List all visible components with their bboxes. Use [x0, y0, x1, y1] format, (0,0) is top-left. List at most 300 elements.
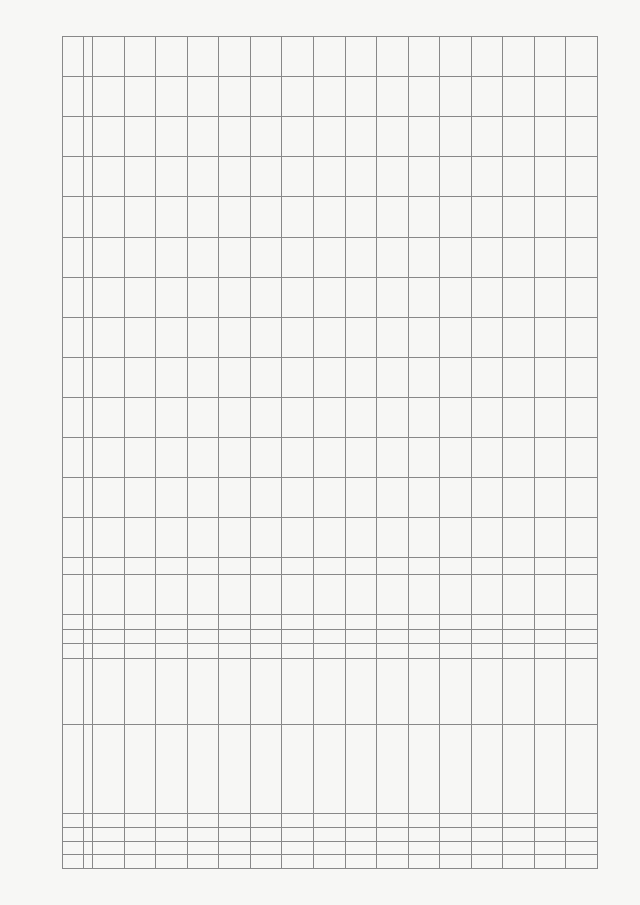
- table-cell: [187, 629, 219, 644]
- table-cell: [93, 659, 125, 724]
- amount-cell: [250, 477, 282, 517]
- amount-cell: [566, 77, 598, 117]
- amount-cell: [345, 117, 377, 157]
- amount-cell: [534, 277, 566, 317]
- amount-cell: [219, 37, 251, 77]
- table-cell: [503, 659, 535, 724]
- column-index: [84, 477, 93, 517]
- amount-cell: [534, 117, 566, 157]
- table-cell: [377, 574, 409, 614]
- amount-cell: [345, 357, 377, 397]
- table-cell: [93, 574, 125, 614]
- table-cell: [440, 644, 472, 659]
- amount-cell: [250, 237, 282, 277]
- amount-cell: [566, 157, 598, 197]
- amount-cell: [282, 197, 314, 237]
- amount-cell: [282, 117, 314, 157]
- column-header: [63, 644, 84, 659]
- table-cell: [219, 659, 251, 724]
- amount-cell: [377, 237, 409, 277]
- amount-cell: [377, 397, 409, 437]
- table-cell: [377, 841, 409, 855]
- amount-cell: [313, 117, 345, 157]
- column-index: [84, 814, 93, 828]
- amount-cell: [408, 157, 440, 197]
- amount-cell: [440, 77, 472, 117]
- table-cell: [124, 841, 156, 855]
- amount-cell: [534, 517, 566, 557]
- amount-cell: [566, 437, 598, 477]
- table-cell: [566, 629, 598, 644]
- table-cell: [408, 841, 440, 855]
- table-cell: [282, 614, 314, 629]
- table-cell: [471, 724, 503, 814]
- table-cell: [250, 814, 282, 828]
- amount-cell: [282, 477, 314, 517]
- amount-cell: [440, 397, 472, 437]
- table-cell: [282, 827, 314, 841]
- table-cell: [377, 629, 409, 644]
- table-cell: [282, 558, 314, 575]
- amount-cell: [156, 317, 188, 357]
- amount-cell: [471, 37, 503, 77]
- amount-cell: [534, 237, 566, 277]
- table-cell: [345, 855, 377, 869]
- amount-cell: [345, 197, 377, 237]
- table-cell: [440, 558, 472, 575]
- amount-cell: [471, 237, 503, 277]
- table-cell: [503, 558, 535, 575]
- table-cell: [187, 659, 219, 724]
- amount-cell: [534, 157, 566, 197]
- table-cell: [187, 574, 219, 614]
- table-row: [124, 37, 156, 869]
- table-cell: [377, 659, 409, 724]
- table-cell: [219, 855, 251, 869]
- column-index: [84, 117, 93, 157]
- table-cell: [156, 659, 188, 724]
- amount-cell: [93, 77, 125, 117]
- table-cell: [219, 629, 251, 644]
- table-cell: [345, 644, 377, 659]
- column-index: [84, 437, 93, 477]
- amount-cell: [219, 437, 251, 477]
- amount-cell: [408, 437, 440, 477]
- table-cell: [282, 574, 314, 614]
- table-cell: [440, 855, 472, 869]
- amount-cell: [313, 197, 345, 237]
- table-cell: [250, 574, 282, 614]
- amount-cell: [124, 477, 156, 517]
- amount-cell: [345, 277, 377, 317]
- table-cell: [566, 827, 598, 841]
- amount-cell: [313, 517, 345, 557]
- amount-cell: [187, 437, 219, 477]
- table-cell: [124, 814, 156, 828]
- table-cell: [345, 659, 377, 724]
- amount-cell: [534, 357, 566, 397]
- table-cell: [187, 827, 219, 841]
- table-cell: [471, 827, 503, 841]
- column-header: [63, 157, 84, 197]
- column-index: [84, 237, 93, 277]
- column-header: [63, 659, 84, 724]
- table-cell: [534, 814, 566, 828]
- amount-cell: [156, 37, 188, 77]
- table-row: [471, 37, 503, 869]
- amount-cell: [124, 517, 156, 557]
- amount-cell: [156, 77, 188, 117]
- amount-cell: [440, 157, 472, 197]
- amount-cell: [156, 277, 188, 317]
- amount-cell: [219, 357, 251, 397]
- amount-cell: [345, 77, 377, 117]
- table-cell: [566, 814, 598, 828]
- table-cell: [534, 558, 566, 575]
- table-cell: [440, 814, 472, 828]
- amount-cell: [534, 77, 566, 117]
- table-cell: [219, 827, 251, 841]
- amount-cell: [566, 117, 598, 157]
- column-header: [63, 197, 84, 237]
- table-cell: [93, 724, 125, 814]
- column-index: [84, 644, 93, 659]
- amount-cell: [250, 357, 282, 397]
- amount-cell: [219, 477, 251, 517]
- amount-cell: [187, 397, 219, 437]
- amount-cell: [440, 197, 472, 237]
- rotated-table-page: [38, 30, 603, 875]
- table-cell: [408, 574, 440, 614]
- table-cell: [156, 814, 188, 828]
- table-cell: [345, 841, 377, 855]
- amount-cell: [93, 437, 125, 477]
- amount-cell: [345, 437, 377, 477]
- column-index: [84, 77, 93, 117]
- amount-cell: [313, 157, 345, 197]
- amount-cell: [187, 317, 219, 357]
- amount-cell: [534, 437, 566, 477]
- table-cell: [313, 827, 345, 841]
- amount-cell: [377, 437, 409, 477]
- amount-cell: [566, 197, 598, 237]
- amount-cell: [313, 397, 345, 437]
- amount-cell: [93, 37, 125, 77]
- column-index: [84, 614, 93, 629]
- table-cell: [124, 659, 156, 724]
- amount-cell: [187, 117, 219, 157]
- amount-cell: [377, 197, 409, 237]
- table-cell: [250, 629, 282, 644]
- amount-cell: [219, 277, 251, 317]
- table-cell: [377, 558, 409, 575]
- table-cell: [124, 614, 156, 629]
- column-header: [63, 827, 84, 841]
- table-body: [93, 37, 598, 869]
- column-index: [84, 397, 93, 437]
- amount-cell: [124, 117, 156, 157]
- amount-cell: [440, 437, 472, 477]
- table-cell: [313, 841, 345, 855]
- table-cell: [250, 558, 282, 575]
- amount-cell: [377, 117, 409, 157]
- table-cell: [377, 644, 409, 659]
- table-row: [377, 37, 409, 869]
- amount-cell: [377, 317, 409, 357]
- amount-cell: [503, 277, 535, 317]
- table-cell: [534, 659, 566, 724]
- amount-cell: [93, 397, 125, 437]
- table-cell: [471, 614, 503, 629]
- table-cell: [440, 724, 472, 814]
- table-cell: [534, 724, 566, 814]
- table-cell: [156, 629, 188, 644]
- table-cell: [282, 841, 314, 855]
- table-cell: [219, 644, 251, 659]
- table-cell: [471, 855, 503, 869]
- table-row: [566, 37, 598, 869]
- table-cell: [156, 558, 188, 575]
- amount-cell: [566, 237, 598, 277]
- column-index: [84, 277, 93, 317]
- amount-cell: [156, 477, 188, 517]
- table-cell: [219, 814, 251, 828]
- table-cell: [250, 724, 282, 814]
- amount-cell: [156, 397, 188, 437]
- table-cell: [93, 827, 125, 841]
- table-cell: [534, 644, 566, 659]
- amount-cell: [408, 477, 440, 517]
- table-cell: [566, 841, 598, 855]
- table-cell: [156, 574, 188, 614]
- table-cell: [250, 614, 282, 629]
- table-cell: [313, 558, 345, 575]
- table-cell: [471, 574, 503, 614]
- amount-cell: [124, 37, 156, 77]
- amount-cell: [124, 437, 156, 477]
- column-header: [63, 437, 84, 477]
- table-cell: [471, 841, 503, 855]
- table-cell: [313, 724, 345, 814]
- amount-cell: [250, 157, 282, 197]
- column-header: [63, 397, 84, 437]
- column-header: [63, 629, 84, 644]
- table-cell: [408, 827, 440, 841]
- table-cell: [282, 855, 314, 869]
- amount-cell: [282, 37, 314, 77]
- amount-cell: [124, 317, 156, 357]
- table-cell: [156, 827, 188, 841]
- amount-cell: [534, 37, 566, 77]
- column-header: [63, 724, 84, 814]
- column-header: [63, 814, 84, 828]
- table-cell: [503, 574, 535, 614]
- table-cell: [156, 644, 188, 659]
- amount-cell: [471, 157, 503, 197]
- table-cell: [408, 724, 440, 814]
- table-cell: [250, 659, 282, 724]
- column-index: [84, 629, 93, 644]
- table-cell: [345, 629, 377, 644]
- amount-cell: [250, 397, 282, 437]
- table-cell: [219, 558, 251, 575]
- table-cell: [313, 629, 345, 644]
- amount-cell: [156, 437, 188, 477]
- table-cell: [187, 841, 219, 855]
- amount-cell: [282, 277, 314, 317]
- table-cell: [566, 614, 598, 629]
- table-cell: [187, 855, 219, 869]
- table-cell: [282, 724, 314, 814]
- column-index: [84, 659, 93, 724]
- amount-cell: [187, 37, 219, 77]
- amount-cell: [440, 277, 472, 317]
- table-cell: [408, 629, 440, 644]
- table-cell: [93, 629, 125, 644]
- amount-cell: [566, 277, 598, 317]
- amount-cell: [313, 437, 345, 477]
- column-index: [84, 517, 93, 557]
- table-cell: [93, 814, 125, 828]
- table-cell: [187, 614, 219, 629]
- amount-cell: [93, 317, 125, 357]
- table-cell: [282, 629, 314, 644]
- table-cell: [313, 574, 345, 614]
- table-row: [345, 37, 377, 869]
- table-cell: [345, 614, 377, 629]
- table-cell: [250, 841, 282, 855]
- table-cell: [534, 574, 566, 614]
- amount-cell: [313, 277, 345, 317]
- amount-cell: [187, 277, 219, 317]
- table-cell: [408, 659, 440, 724]
- amount-cell: [503, 197, 535, 237]
- amount-cell: [566, 37, 598, 77]
- amount-cell: [440, 117, 472, 157]
- table-row: [219, 37, 251, 869]
- table-cell: [503, 855, 535, 869]
- table-cell: [313, 614, 345, 629]
- amount-cell: [377, 37, 409, 77]
- amount-cell: [345, 477, 377, 517]
- table-cell: [156, 724, 188, 814]
- amount-cell: [124, 237, 156, 277]
- table-cell: [282, 814, 314, 828]
- column-header: [63, 117, 84, 157]
- table-cell: [503, 614, 535, 629]
- amount-cell: [345, 37, 377, 77]
- table-cell: [313, 855, 345, 869]
- amount-cell: [534, 317, 566, 357]
- amount-cell: [440, 37, 472, 77]
- table-row: [408, 37, 440, 869]
- amount-cell: [408, 117, 440, 157]
- amount-cell: [124, 157, 156, 197]
- table-cell: [250, 855, 282, 869]
- amount-cell: [124, 397, 156, 437]
- table-cell: [377, 614, 409, 629]
- amount-cell: [156, 197, 188, 237]
- column-index: [84, 841, 93, 855]
- table-cell: [534, 614, 566, 629]
- table-cell: [124, 629, 156, 644]
- table-row: [534, 37, 566, 869]
- table-cell: [282, 659, 314, 724]
- table-cell: [471, 814, 503, 828]
- table-cell: [503, 629, 535, 644]
- table-cell: [566, 724, 598, 814]
- amount-cell: [503, 357, 535, 397]
- amount-cell: [187, 477, 219, 517]
- amount-cell: [503, 117, 535, 157]
- column-index: [84, 157, 93, 197]
- table-cell: [187, 814, 219, 828]
- amount-cell: [440, 477, 472, 517]
- amount-cell: [313, 317, 345, 357]
- amount-cell: [503, 477, 535, 517]
- amount-cell: [156, 117, 188, 157]
- amount-cell: [93, 277, 125, 317]
- amount-cell: [377, 517, 409, 557]
- amount-cell: [250, 197, 282, 237]
- document-subtitle: [52, 485, 59, 845]
- table-cell: [503, 814, 535, 828]
- column-index: [84, 855, 93, 869]
- table-cell: [408, 558, 440, 575]
- amount-cell: [282, 437, 314, 477]
- table-cell: [219, 614, 251, 629]
- amount-cell: [313, 357, 345, 397]
- amount-cell: [124, 77, 156, 117]
- table-cell: [503, 644, 535, 659]
- amount-cell: [408, 317, 440, 357]
- amount-cell: [345, 317, 377, 357]
- table-cell: [440, 574, 472, 614]
- table-cell: [124, 574, 156, 614]
- amount-cell: [250, 277, 282, 317]
- table-cell: [503, 841, 535, 855]
- column-index: [84, 197, 93, 237]
- column-header: [63, 357, 84, 397]
- amount-cell: [566, 517, 598, 557]
- amount-cell: [219, 397, 251, 437]
- table-cell: [93, 558, 125, 575]
- amount-cell: [534, 197, 566, 237]
- amount-cell: [566, 317, 598, 357]
- table-row: [440, 37, 472, 869]
- amount-cell: [93, 237, 125, 277]
- amount-cell: [124, 277, 156, 317]
- amount-cell: [440, 357, 472, 397]
- table-row: [93, 37, 125, 869]
- amount-cell: [345, 237, 377, 277]
- table-cell: [219, 724, 251, 814]
- budget-table: [62, 36, 598, 869]
- table-cell: [471, 644, 503, 659]
- table-cell: [471, 659, 503, 724]
- amount-cell: [471, 477, 503, 517]
- table-cell: [345, 814, 377, 828]
- table-cell: [187, 724, 219, 814]
- amount-cell: [503, 37, 535, 77]
- table-cell: [471, 629, 503, 644]
- amount-cell: [187, 157, 219, 197]
- table-cell: [377, 814, 409, 828]
- amount-cell: [93, 197, 125, 237]
- column-header: [63, 841, 84, 855]
- amount-cell: [503, 397, 535, 437]
- table-cell: [124, 558, 156, 575]
